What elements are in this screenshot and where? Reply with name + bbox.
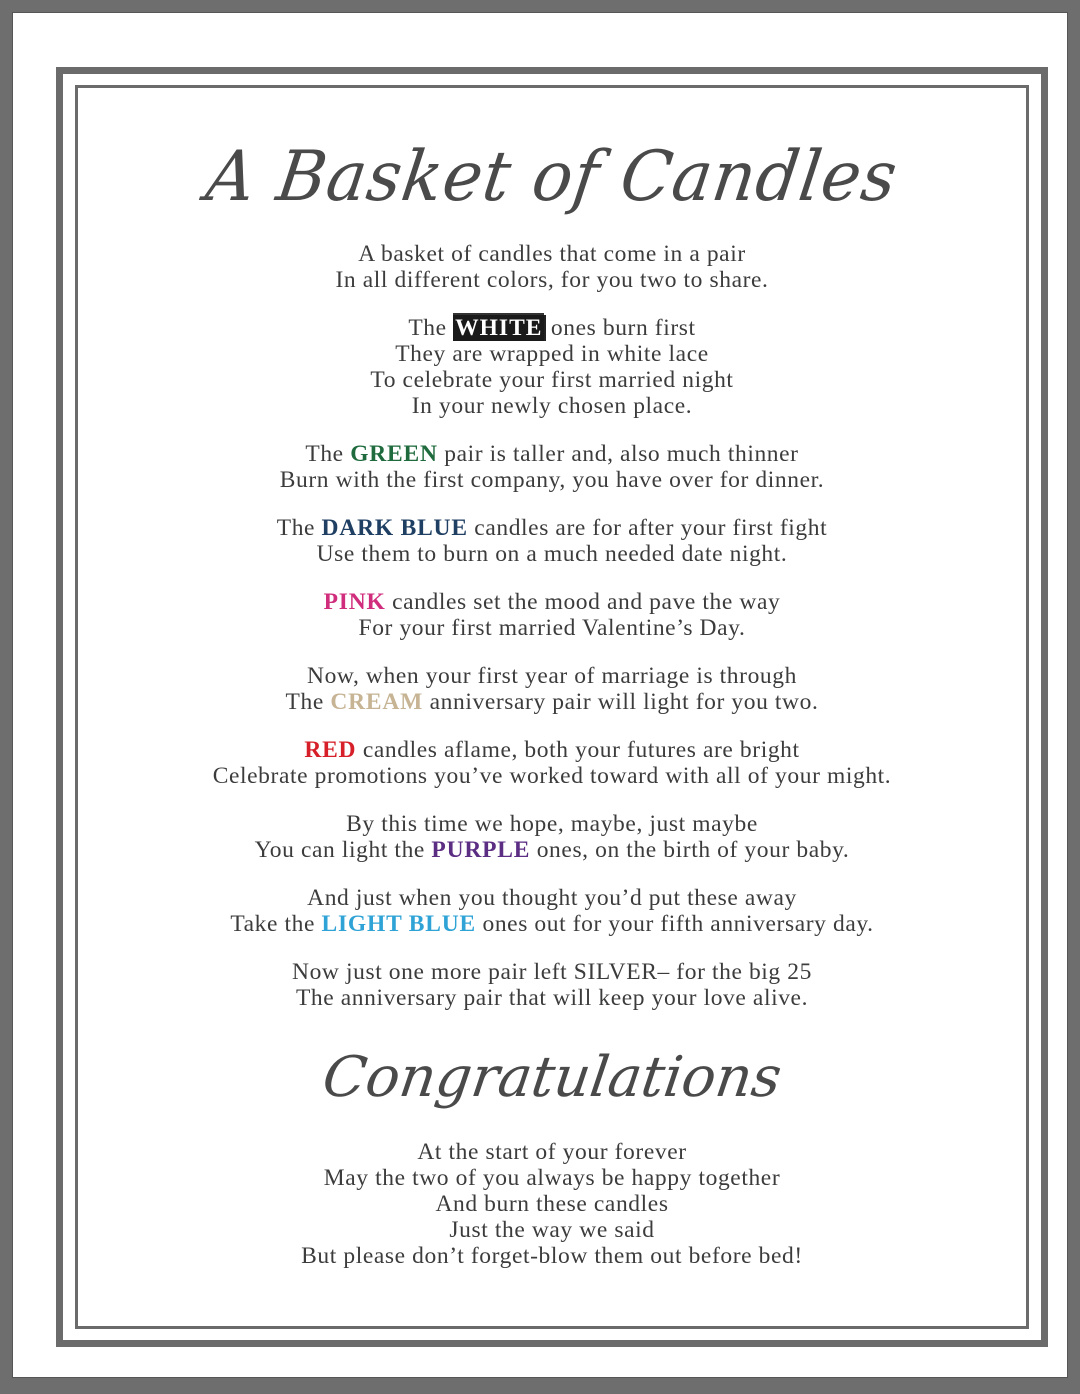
red-color-word: RED <box>304 737 357 763</box>
stanza-line <box>75 689 1029 715</box>
line-text: ones, on the birth of your baby. <box>530 837 850 863</box>
stanza-closing <box>75 1139 1029 1269</box>
stanza-line: And burn these candles <box>435 1191 669 1217</box>
line-text: Take the <box>230 911 322 937</box>
stanza-silver <box>75 959 1029 1011</box>
line-text: candles set the mood and pave the way <box>385 589 781 615</box>
stanza-line <box>75 737 1029 763</box>
stanza-light-blue <box>75 885 1029 937</box>
stanza-line: But please don’t forget-blow them out before bed! <box>301 1243 803 1269</box>
stanza-line: In all different colors, for you two to share. <box>335 267 769 293</box>
stanza-line: In your newly chosen place. <box>411 393 693 419</box>
line-text: The <box>305 441 351 467</box>
stanza-line: Now, when your first year of marriage is through <box>307 663 797 689</box>
stanza-line: Celebrate promotions you’ve worked toward with all of your might. <box>212 763 892 789</box>
stanza-green <box>75 441 1029 493</box>
line-text: candles aflame, both your futures are bright <box>356 737 800 763</box>
line-text: candles are for after your first fight <box>467 515 828 541</box>
stanza-pink <box>75 589 1029 641</box>
line-text: pair is taller and, also much thinner <box>437 441 799 467</box>
page-title: A Basket of Candles <box>201 136 903 217</box>
stanza-line: They are wrapped in white lace <box>395 341 709 367</box>
stanza-line: And just when you thought you’d put these away <box>307 885 797 911</box>
stanza-purple <box>75 811 1029 863</box>
purple-color-word: PURPLE <box>431 837 531 863</box>
dark-blue-color-word: DARK BLUE <box>321 515 468 541</box>
line-text: The <box>285 689 331 715</box>
stanza-dark-blue <box>75 515 1029 567</box>
stanza-line: Use them to burn on a much needed date night. <box>316 541 788 567</box>
line-text: ones burn first <box>544 315 696 341</box>
congratulations-heading: Congratulations <box>318 1045 786 1110</box>
stanza-line: Just the way we said <box>449 1217 655 1243</box>
stanza-line: Burn with the first company, you have over for dinner. <box>279 467 825 493</box>
poem-content <box>75 85 1029 1329</box>
stanza-line <box>75 837 1029 863</box>
stanza-line <box>75 911 1029 937</box>
green-color-word: GREEN <box>350 441 438 467</box>
stanza-line: For your first married Valentine’s Day. <box>358 615 746 641</box>
stanza-white <box>75 315 1029 419</box>
stanza-line: May the two of you always be happy together <box>323 1165 781 1191</box>
cream-color-word: CREAM <box>330 689 424 715</box>
stanza-line: At the start of your forever <box>417 1139 687 1165</box>
line-text: The <box>276 515 322 541</box>
stanza-line: To celebrate your first married night <box>370 367 734 393</box>
stanza-cream <box>75 663 1029 715</box>
stanza-line: By this time we hope, maybe, just maybe <box>346 811 758 837</box>
white-color-word: WHITE <box>455 315 543 341</box>
line-text: The <box>408 315 454 341</box>
stanza-line: A basket of candles that come in a pair <box>358 241 746 267</box>
stanza-line <box>75 315 1029 341</box>
stanza-line: The anniversary pair that will keep your love alive. <box>295 985 809 1011</box>
stanza-line <box>75 589 1029 615</box>
pink-color-word: PINK <box>323 589 386 615</box>
stanza-line <box>75 515 1029 541</box>
line-text: ones out for your fifth anniversary day. <box>476 911 874 937</box>
light-blue-color-word: LIGHT BLUE <box>321 911 476 937</box>
line-text: You can light the <box>254 837 432 863</box>
line-text: anniversary pair will light for you two. <box>423 689 819 715</box>
page-sheet <box>12 12 1068 1378</box>
stanza-red <box>75 737 1029 789</box>
stanza-line: Now just one more pair left SILVER– for the big 25 <box>292 959 812 985</box>
stanza-intro <box>75 241 1029 293</box>
stanza-line <box>75 441 1029 467</box>
